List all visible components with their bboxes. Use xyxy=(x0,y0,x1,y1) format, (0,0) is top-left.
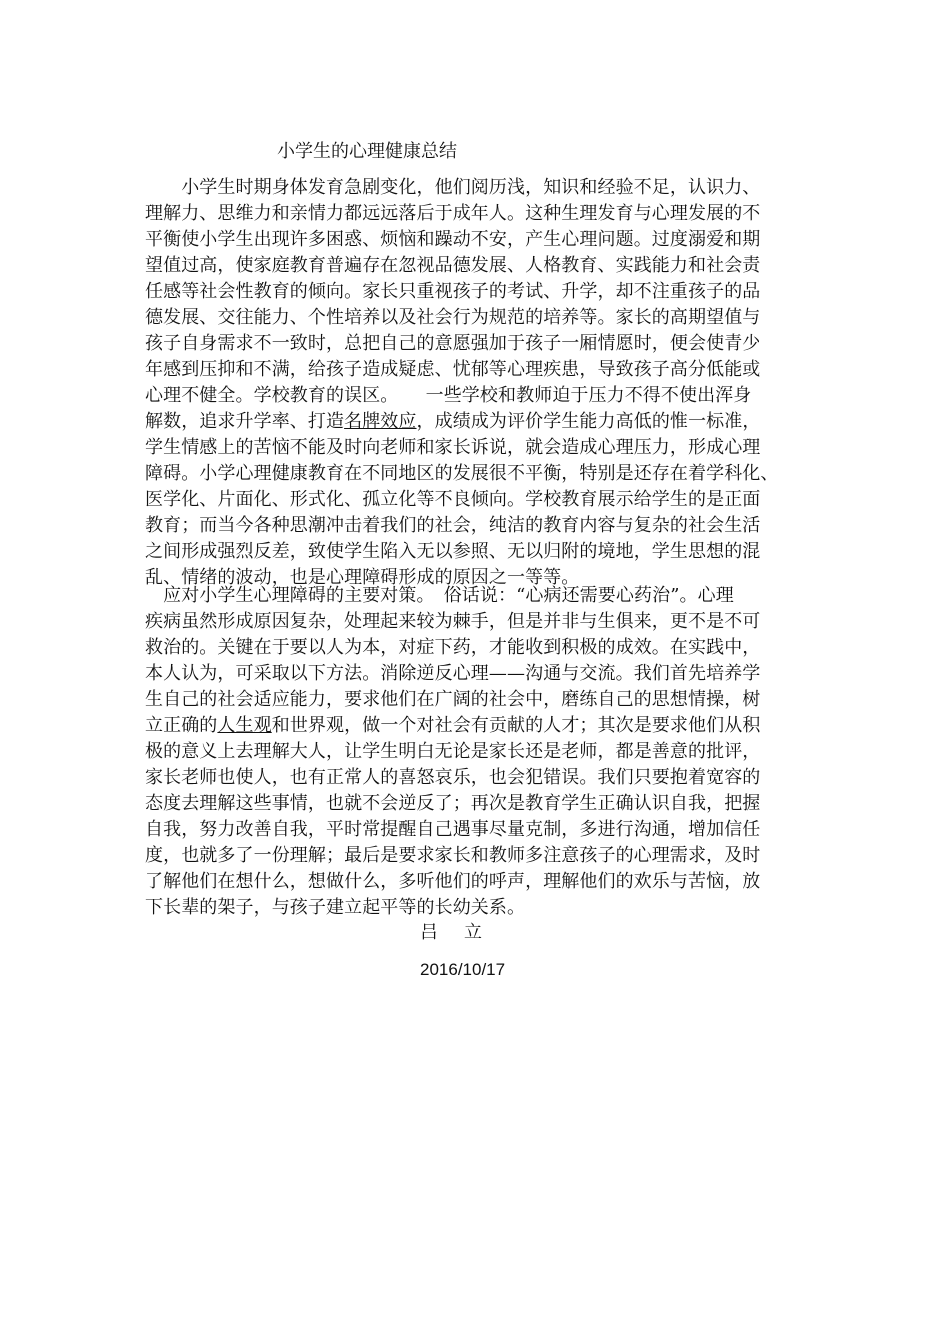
text-line: 乱、情绪的波动，也是心理障碍形成的原因之一等等。 xyxy=(145,567,580,588)
text-line: 医学化、片面化、形式化、孤立化等不良倾向。学校教育展示给学生的是正面 xyxy=(145,489,761,510)
text-line: 教育；而当今各种思潮冲击着我们的社会，纯洁的教育内容与复杂的社会生活 xyxy=(145,515,761,536)
text-line: 年感到压抑和不满，给孩子造成疑虑、忧郁等心理疾患，导致孩子高分低能或 xyxy=(145,359,761,380)
text-line: 孩子自身需求不一致时，总把自己的意愿强加于孩子一厢情愿时，便会使青少 xyxy=(145,333,761,354)
author-name: 吕立 xyxy=(420,922,508,943)
text-line: 下长辈的架子，与孩子建立起平等的长幼关系。 xyxy=(145,897,526,918)
text-line: 应对小学生心理障碍的主要对策。 俗话说：“心病还需要心药治”。心理 xyxy=(145,585,734,606)
document-date: 2016/10/17 xyxy=(420,960,506,979)
text-line: 小学生时期身体发育急剧变化，他们阅历浅，知识和经验不足，认识力、 xyxy=(145,177,761,198)
link-outlook-on-life[interactable]: 人生观 xyxy=(217,715,272,736)
text-segment: 立正确的 xyxy=(145,715,218,736)
paragraph-causes xyxy=(145,175,809,591)
text-line: 望值过高，使家庭教育普遍存在忽视品德发展、人格教育、实践能力和社会责 xyxy=(145,255,761,276)
text-line: 自我，努力改善自我，平时常提醒自己遇事尽量克制，多进行沟通，增加信任 xyxy=(145,819,761,840)
text-line: 了解他们在想什么，想做什么，多听他们的呼声，理解他们的欢乐与苦恼，放 xyxy=(145,871,761,892)
text-line xyxy=(145,713,809,739)
text-line: 态度去理解这些事情，也就不会逆反了；再次是教育学生正确认识自我，把握 xyxy=(145,793,761,814)
link-brand-effect[interactable]: 名牌效应 xyxy=(344,411,417,432)
text-line: 障碍。小学心理健康教育在不同地区的发展很不平衡，特别是还存在着学科化、 xyxy=(145,463,779,484)
text-line: 极的意义上去理解大人，让学生明白无论是家长还是老师，都是善意的批评， xyxy=(145,741,761,762)
text-line: 学生情感上的苦恼不能及时向老师和家长诉说，就会造成心理压力，形成心理 xyxy=(145,437,761,458)
text-segment: 解数，追求升学率、打造 xyxy=(145,411,345,432)
text-line: 之间形成强烈反差，致使学生陷入无以参照、无以归附的境地，学生思想的混 xyxy=(145,541,761,562)
text-line: 平衡使小学生出现许多困惑、烦恼和躁动不安，产生心理问题。过度溺爱和期 xyxy=(145,229,761,250)
text-line: 生自己的社会适应能力，要求他们在广阔的社会中，磨练自己的思想情操，树 xyxy=(145,689,761,710)
text-line: 任感等社会性教育的倾向。家长只重视孩子的考试、升学，却不注重孩子的品 xyxy=(145,281,761,302)
text-line: 德发展、交往能力、个性培养以及社会行为规范的培养等。家长的高期望值与 xyxy=(145,307,761,328)
text-line: 家长老师也使人，也有正常人的喜怒哀乐，也会犯错误。我们只要抱着宽容的 xyxy=(145,767,761,788)
text-segment: 和世界观，做一个对社会有贡献的人才；其次是要求他们从积 xyxy=(271,715,761,736)
text-segment: ，成绩成为评价学生能力高低的惟一标准， xyxy=(416,411,761,432)
text-line: 心理不健全。学校教育的误区。 一些学校和教师迫于压力不得不使出浑身 xyxy=(145,385,752,406)
text-line xyxy=(145,409,809,435)
text-line: 度，也就多了一份理解；最后是要求家长和教师多注意孩子的心理需求，及时 xyxy=(145,845,761,866)
text-line: 救治的。关键在于要以人为本，对症下药，才能收到积极的成效。在实践中， xyxy=(145,637,761,658)
text-line: 疾病虽然形成原因复杂，处理起来较为棘手，但是并非与生俱来，更不是不可 xyxy=(145,611,761,632)
paragraph-countermeasures xyxy=(145,583,809,921)
document-title: 小学生的心理健康总结 xyxy=(277,141,457,162)
text-line: 理解力、思维力和亲情力都远远落后于成年人。这种生理发育与心理发展的不 xyxy=(145,203,761,224)
text-line: 本人认为，可采取以下方法。消除逆反心理——沟通与交流。我们首先培养学 xyxy=(145,663,761,684)
